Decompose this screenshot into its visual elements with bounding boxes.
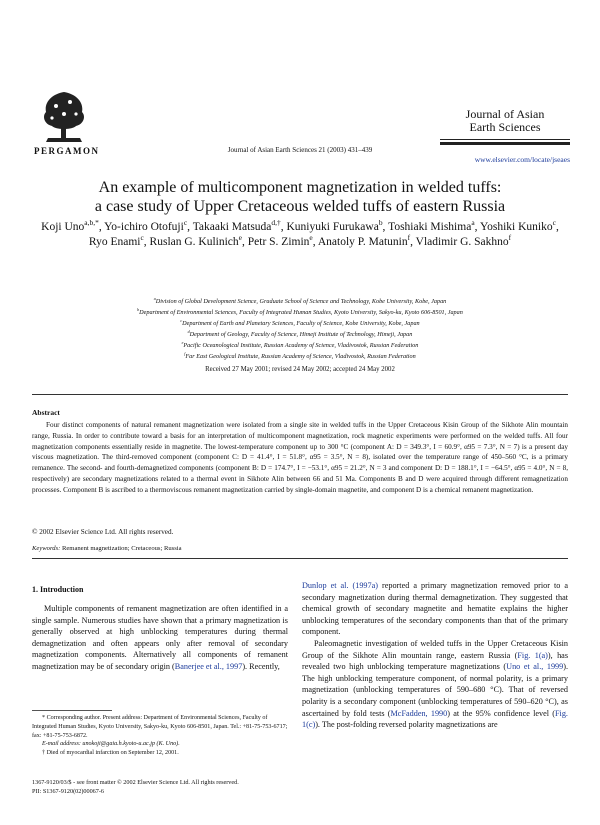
author: Yoshiki Kuniko$^c$ — [479, 218, 556, 233]
citation-link[interactable]: Dunlop et al. (1997a) — [302, 581, 378, 590]
journal-citation: Journal of Asian Earth Sciences 21 (2003) 431–439 — [227, 146, 373, 154]
title-line-2: a case study of Upper Cretaceous welded tuffs of eastern Russia — [94, 198, 506, 215]
affiliation: $^e$Pacific Oceanological Institute, Russian Academy of Science, Vladivostok, Russian Federation — [181, 339, 419, 349]
affiliation-list — [40, 296, 560, 362]
affiliation: $^b$Department of Environmental Sciences, Faculty of Integrated Human Studies, Kyoto University, Sakyo-ku, Kyoto 606-8501, Japan — [137, 306, 463, 316]
journal-name-line2: Earth Sciences — [469, 120, 541, 134]
divider — [32, 394, 568, 395]
affiliation: $^f$Far East Geological Institute, Russian Academy of Science, Vladivostok, Russian Federation — [184, 350, 416, 360]
right-column — [302, 580, 568, 731]
author: Kuniyuki Furukawa$^b$ — [286, 218, 383, 233]
author-list: Koji Uno$^{a,b,*}$, Yo-ichiro Otofuji$^c$, Takaaki Matsuda$^{d,\dagger}$, Kuniyuki Furukawa$^b$, Toshiaki Mishima$^a$, Yoshiki Kuniko$^c$, Ryo Enami$^c$, Ruslan G. Kulinich$^e$, Petr S. Zimin$^e$, Anatoly P. Matunin$^f$, Vladimir G. Sakhno$^f$ — [41, 218, 559, 248]
affiliation: $^d$Department of Geology, Faculty of Science, Himeji Institute of Technology, Himeji, Japan — [187, 328, 413, 338]
affiliation: $^c$Department of Earth and Planetary Sciences, Faculty of Science, Kobe University, Kobe, Japan — [180, 317, 420, 327]
abstract-heading: Abstract — [32, 408, 60, 417]
abstract-body: Four distinct components of natural remanent magnetization were isolated from a single site in welded tuffs in the Upper Cretaceous Kisin Group of the Sikhote Alin mountain range, Russia. In order to contribute toward a basis for an interpretation of multicomponent magnetization, rock magnetic experiments were performed on the welded tuffs. All four magnetization components essentially reside in magnetite. The lowest-temperature component up to 300 °C (component A: D = 349.3°, I = 60.9°, α95 = 7.3°, N = 7) is a present day viscous magnetization. The third-removed component (component C: D = 41.4°, I = 51.8°, α95 = 3.5°, N = 8), isolated over the temperature range of 450–560 °C, is a primary remanence. The second- and fourth-demagnetized components (component B: D = 174.7°, I = −53.1°, α95 = 21.2°, N = 3 and component D: D = 188.1°, I = −64.5°, α95 = 4.0°, N = 8, respectively) are secondary magnetizations related to a thermal event in Sikhote Alin between 66 and 51 Ma. Components B and D were acquired through different remagnetization processes. Component B is ascribed to a thermoviscous remanent magnetization carried by single-domain magnetite, and component D is a chemical remanent magnetization. — [32, 421, 568, 494]
author: Vladimir G. Sakhno$^f$ — [415, 233, 512, 248]
footnotes — [32, 714, 288, 758]
citation-link[interactable]: McFadden, 1990 — [390, 708, 448, 718]
author: Ryo Enami$^c$ — [88, 233, 144, 248]
publisher-name: PERGAMON — [34, 146, 100, 156]
abstract-copyright: © 2002 Elsevier Science Ltd. All rights reserved. — [32, 528, 174, 536]
figure-link[interactable]: Fig. 1(c) — [302, 708, 568, 730]
issn-line: 1367-9120/03/$ - see front matter © 2002 Elsevier Science Ltd. All rights reserved. — [32, 779, 239, 786]
left-column — [32, 603, 288, 673]
section-heading-introduction: 1. Introduction — [32, 585, 84, 594]
footnote-email: E-mail address: unokoji@gaia.h.kyoto-u.ac.jp (K. Uno). — [42, 741, 180, 748]
header-rule-thin — [440, 139, 570, 140]
author: Koji Uno$^{a,b,*}$ — [41, 218, 99, 233]
front-matter-info — [32, 778, 239, 796]
author: Takaaki Matsuda$^{d,\dagger}$ — [192, 218, 281, 233]
footnote-rule — [32, 710, 112, 711]
paragraph: Dunlop et al. (1997a) reported a primary magnetization removed prior to a secondary magnetization during thermal demagnetization. They suggested that chemical growth of secondary magnetite and hematite explains the higher unblocking temperatures of the secondary components than that of the primary component. — [302, 581, 568, 637]
journal-name-line1: Journal of Asian — [465, 107, 545, 121]
author: Toshiaki Mishima$^a$ — [388, 218, 475, 233]
pii-line: PII: S1367-9120(02)00067-6 — [32, 788, 105, 795]
author: Anatoly P. Matunin$^f$ — [317, 233, 411, 248]
author: Ruslan G. Kulinich$^e$ — [149, 233, 242, 248]
keywords-label: Keywords: — [32, 545, 61, 552]
author: Yo-ichiro Otofuji$^c$ — [104, 218, 188, 233]
paragraph: Paleomagnetic investigation of welded tuffs in the Upper Cretaceous Kisin Group of the Sikhote Alin mountain range, eastern Russia (Fig. 1(a)), has revealed two high unblocking temperature magnetizations (Uno et al., 1999). The high unblocking temperature component, of normal polarity, is a primary magnetization (unblocking temperatures of 590–680 °C). That of reversed polarity is a secondary component (unblocking temperatures of 590–620 °C), as ascertained by fold tests (McFadden, 1990) at the 95% confidence level (Fig. 1(c)). The post-folding reversed polarity magnetizations are — [302, 638, 569, 730]
journal-url-link[interactable]: www.elsevier.com/locate/jseaes — [474, 155, 570, 164]
affiliation: $^a$Division of Global Development Science, Graduate School of Science and Technology, Kobe University, Kobe, Japan — [153, 295, 447, 305]
divider — [32, 558, 568, 559]
keywords — [32, 545, 182, 552]
received-dates: Received 27 May 2001; revised 24 May 2002; accepted 24 May 2002 — [205, 366, 395, 373]
figure-link[interactable]: Fig. 1(a) — [517, 650, 548, 660]
author: Petr S. Zimin$^e$ — [247, 233, 313, 248]
footnote-corresponding: * Corresponding author. Present address: Department of Environmental Sciences, Faculty of Integrated Human Studies, Kyoto University, Sakyo-ku, Kyoto 606-8501, Japan. Tel.: +81-75-753-6717; fax: +81-75-753-6872. — [32, 715, 288, 739]
pergamon-tree-logo — [34, 88, 94, 144]
keywords-text: Remanent magnetization; Cretaceous; Russia — [61, 545, 182, 552]
header-rule-thick — [440, 142, 570, 145]
journal-name — [440, 108, 570, 134]
citation-link[interactable]: Banerjee et al., 1997 — [174, 661, 243, 671]
title-line-1: An example of multicomponent magnetization in welded tuffs: — [98, 179, 502, 196]
citation-link[interactable]: Uno et al., 1999 — [506, 662, 564, 672]
footnote-deceased: † Died of myocardial infarction on September 12, 2001. — [42, 750, 179, 757]
article-title — [40, 178, 560, 216]
paragraph: Multiple components of remanent magnetization are often identified in a single sample. Numerous studies have shown that a primary magnetization is generally observed at high unblocking temperatures during thermal demagnetization and often appears only after removal of secondary magnetization components. Alternatively all components of remanent magnetization may be of secondary origin (Banerjee et al., 1997). Recently, — [32, 604, 288, 671]
